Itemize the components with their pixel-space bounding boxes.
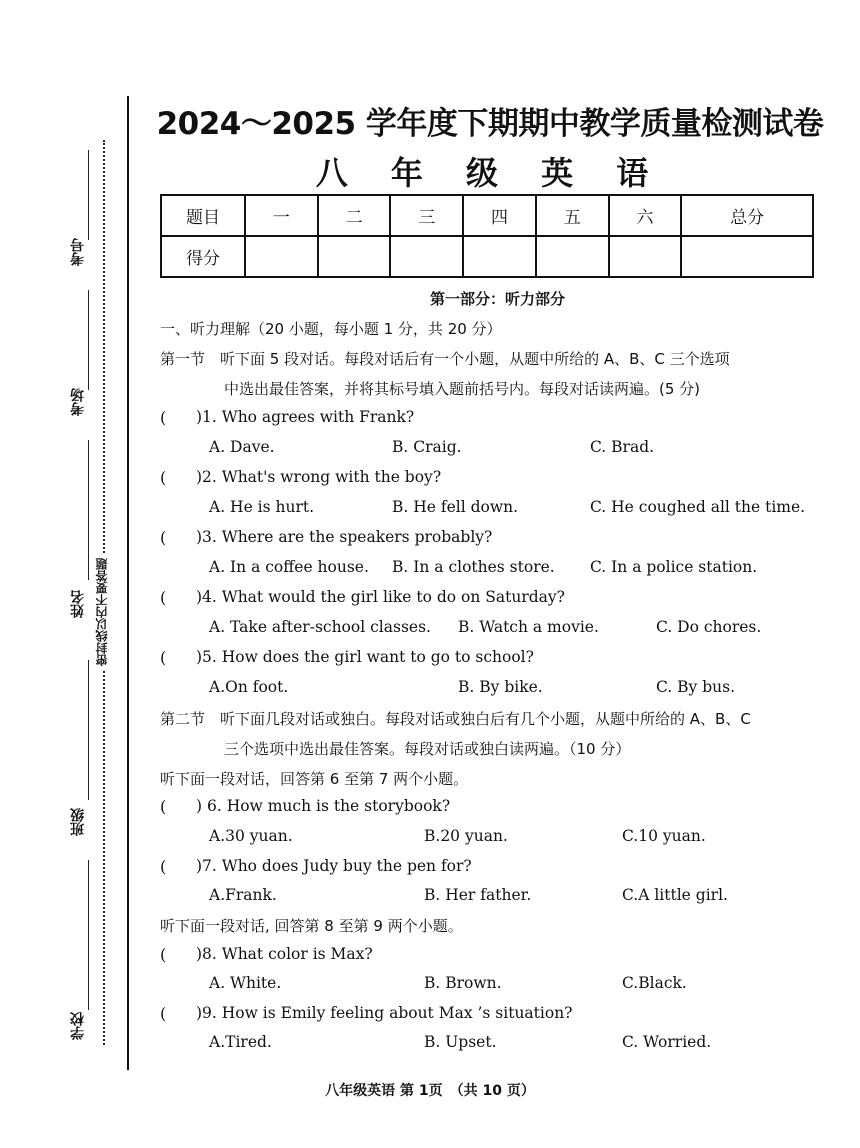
q4-option-c: C. Do chores. — [656, 618, 762, 636]
col-6: 六 — [609, 195, 682, 236]
q1-option-b: B. Craig. — [392, 438, 462, 456]
answer-paren[interactable]: ( — [160, 797, 167, 816]
room-label: 考场 — [70, 388, 86, 416]
sec1-instruction-1: 第一节 听下面 5 段对话。每段对话后有一个小题，从题中所给的 A、B、C 三个选项 — [160, 350, 730, 368]
class-field-line — [88, 660, 89, 800]
answer-paren[interactable]: ( — [160, 945, 167, 964]
answer-paren[interactable]: ( — [160, 857, 167, 876]
name-label: 姓名 — [70, 590, 86, 618]
question-9: )9. How is Emily feeling about Max ’s situation? — [196, 1004, 573, 1022]
q8-option-a: A. White. — [209, 974, 282, 992]
room-field-line — [88, 290, 89, 390]
score-cell[interactable] — [245, 236, 318, 277]
score-cell[interactable] — [318, 236, 391, 277]
score-table-score-row — [161, 236, 813, 277]
sec1-instruction-2: 中选出最佳答案，并将其标号填入题前括号内。每段对话读两遍。(5 分) — [224, 380, 701, 398]
score-cell[interactable] — [609, 236, 682, 277]
col-total: 总分 — [681, 195, 813, 236]
score-cell[interactable] — [681, 236, 813, 277]
question-5: )5. How does the girl want to go to school? — [196, 648, 534, 666]
q7-option-a: A.Frank. — [209, 886, 277, 904]
q9-option-c: C. Worried. — [622, 1033, 712, 1051]
q5-option-c: C. By bus. — [656, 678, 736, 696]
answer-paren[interactable]: ( — [160, 408, 167, 427]
score-cell[interactable] — [536, 236, 609, 277]
question-7: )7. Who does Judy buy the pen for? — [196, 857, 472, 875]
school-label: 学校 — [70, 1012, 86, 1040]
question-4: )4. What would the girl like to do on Saturday? — [196, 588, 565, 606]
section-title: 一、听力理解（20 小题，每小题 1 分，共 20 分） — [160, 320, 502, 338]
score-table-header-row — [161, 195, 813, 236]
question-1: )1. Who agrees with Frank? — [196, 408, 415, 426]
q7-option-c: C.A little girl. — [622, 886, 728, 904]
answer-paren[interactable]: ( — [160, 528, 167, 547]
q9-option-a: A.Tired. — [209, 1033, 272, 1051]
answer-paren[interactable]: ( — [160, 1004, 167, 1023]
q8-option-b: B. Brown. — [424, 974, 502, 992]
margin-rule — [127, 96, 129, 1070]
q2-option-b: B. He fell down. — [392, 498, 519, 516]
sec2-instruction-2: 三个选项中选出最佳答案。每段对话或独白读两遍。（10 分） — [224, 740, 631, 758]
q6-option-c: C.10 yuan. — [622, 827, 706, 845]
question-3: )3. Where are the speakers probably? — [196, 528, 493, 546]
answer-paren[interactable]: ( — [160, 468, 167, 487]
col-3: 三 — [390, 195, 463, 236]
school-field-line — [88, 860, 89, 1010]
q7-option-b: B. Her father. — [424, 886, 532, 904]
col-1: 一 — [245, 195, 318, 236]
q4-option-b: B. Watch a movie. — [458, 618, 599, 636]
q4-option-a: A. Take after-school classes. — [209, 618, 431, 636]
question-2: )2. What's wrong with the boy? — [196, 468, 442, 486]
q5-option-a: A.On foot. — [209, 678, 289, 696]
col-5: 五 — [536, 195, 609, 236]
q1-option-a: A. Dave. — [209, 438, 275, 456]
part-heading-text: 第一部分：听力部分 — [430, 290, 566, 308]
page-title: 2024～2025 学年度下期期中教学质量检测试卷 — [156, 106, 824, 142]
q3-option-c: C. In a police station. — [590, 558, 758, 576]
name-field-line — [88, 440, 89, 580]
class-label: 班级 — [70, 808, 86, 836]
col-4: 四 — [463, 195, 536, 236]
q1-option-c: C. Brad. — [590, 438, 655, 456]
row-header-question: 题目 — [161, 195, 245, 236]
q9-option-b: B. Upset. — [424, 1033, 497, 1051]
question-8: )8. What color is Max? — [196, 945, 373, 963]
sub-instruction-2: 听下面一段对话, 回答第 8 至第 9 两个小题。 — [160, 917, 463, 935]
answer-paren[interactable]: ( — [160, 588, 167, 607]
col-2: 二 — [318, 195, 391, 236]
score-table — [160, 194, 814, 278]
question-6: ) 6. How much is the storybook? — [196, 797, 451, 815]
score-cell[interactable] — [463, 236, 536, 277]
binding-margin — [0, 0, 130, 1148]
q2-option-c: C. He coughed all the time. — [590, 498, 806, 516]
q8-option-c: C.Black. — [622, 974, 687, 992]
answer-paren[interactable]: ( — [160, 648, 167, 667]
page-subtitle: 八 年 级 英 语 — [315, 154, 665, 192]
q6-option-a: A.30 yuan. — [209, 827, 293, 845]
exam-no-field-line — [88, 150, 89, 240]
row-header-score: 得分 — [161, 236, 245, 277]
q3-option-b: B. In a clothes store. — [392, 558, 555, 576]
q3-option-a: A. In a coffee house. — [209, 558, 369, 576]
score-cell[interactable] — [390, 236, 463, 277]
seal-notice: 密封线以内不要答题 — [93, 555, 110, 669]
q6-option-b: B.20 yuan. — [424, 827, 508, 845]
q5-option-b: B. By bike. — [458, 678, 543, 696]
q2-option-a: A. He is hurt. — [209, 498, 315, 516]
sub-instruction-1: 听下面一段对话，回答第 6 至第 7 两个小题。 — [160, 770, 469, 788]
sec2-instruction-1: 第二节 听下面几段对话或独白。每段对话或独白后有几个小题，从题中所给的 A、B、C — [160, 710, 751, 728]
exam-no-label: 考号 — [70, 238, 86, 266]
page-footer: 八年级英语 第 1页 （共 10 页） — [325, 1083, 535, 1099]
